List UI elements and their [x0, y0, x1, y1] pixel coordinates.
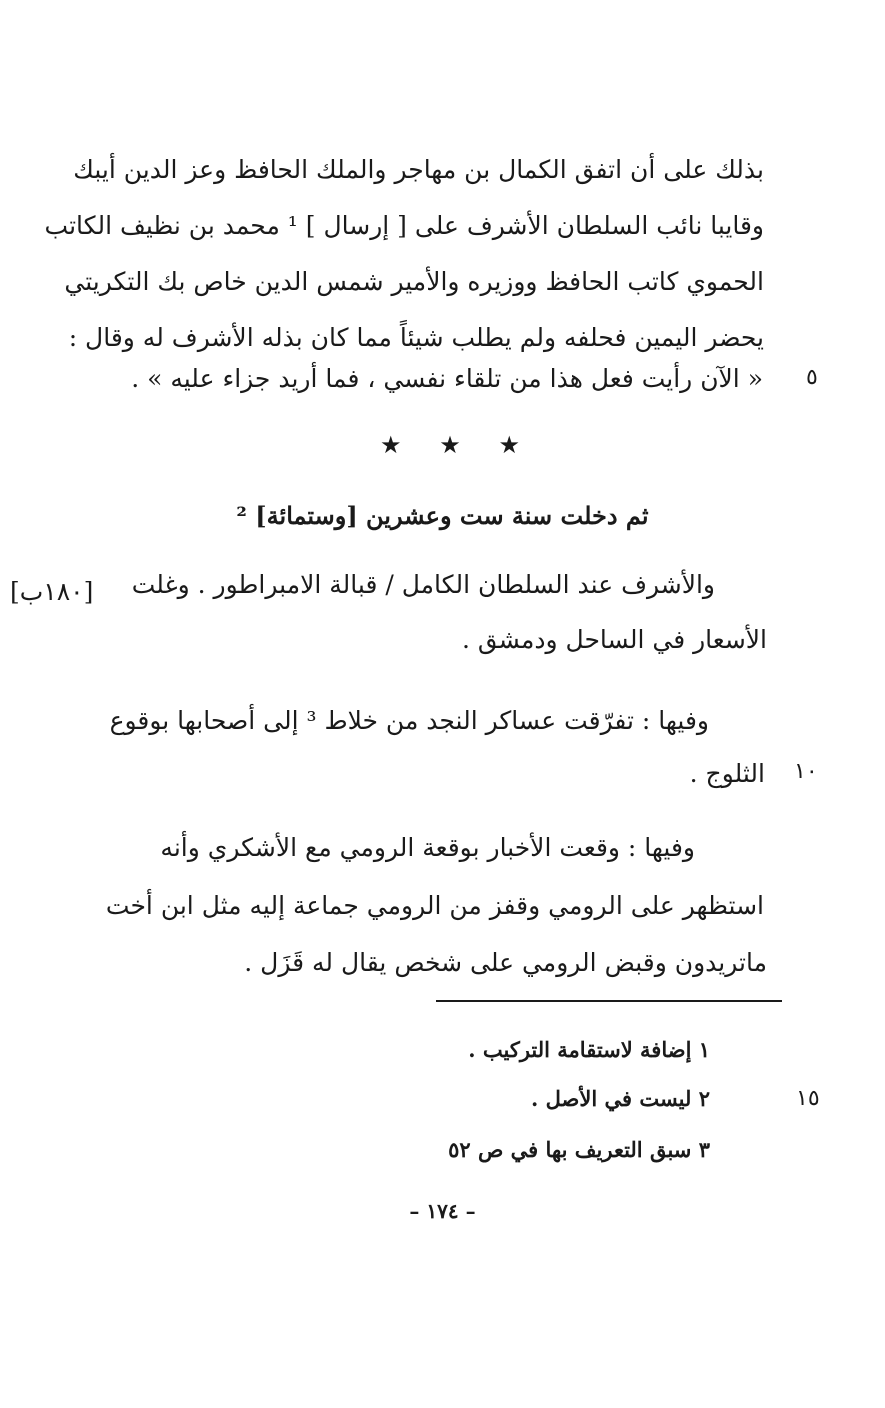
star-icon: ★: [380, 431, 402, 459]
footnote-1: ١ إضافة لاستقامة التركيب .: [468, 1037, 710, 1062]
text-line: « الآن رأيت فعل هذا من تلقاء نفسي ، فما أريد جزاء عليه » .: [131, 364, 763, 393]
footnote-2: ٢ ليست في الأصل .: [530, 1086, 710, 1111]
text-line: وفيها : تفرّقت عساكر النجد من خلاط ³ إلى أصحابها بوقوع: [109, 706, 709, 735]
page-number: – ١٧٤ –: [409, 1199, 476, 1223]
text-line: وفيها : وقعت الأخبار بوقعة الرومي مع الأشكري وأنه: [160, 833, 695, 862]
star-separator: [380, 430, 520, 460]
footnote-3: ٣ سبق التعريف بها في ص ٥٢: [448, 1137, 710, 1162]
section-heading: ثم دخلت سنة ست وعشرين [وستمائة] ²: [236, 501, 649, 530]
line-marker-15: ١٥: [796, 1086, 820, 1111]
text-line: الحموي كاتب الحافظ ووزيره والأمير شمس الدين خاص بك التكريتي: [64, 267, 764, 296]
folio-marker: [١٨٠ب]: [10, 577, 94, 606]
text-line: استظهر على الرومي وقفز من الرومي جماعة إليه مثل ابن أخت: [105, 891, 764, 920]
footnote-rule: [436, 1000, 782, 1002]
star-icon: ★: [498, 431, 520, 459]
line-marker-10: ١٠: [794, 759, 818, 784]
text-line: الأسعار في الساحل ودمشق .: [461, 625, 767, 654]
text-line: وقايبا نائب السلطان الأشرف على [ إرسال ] ¹ محمد بن نظيف الكاتب: [44, 211, 764, 240]
line-marker-5: ٥: [806, 365, 818, 390]
text-line: يحضر اليمين فحلفه ولم يطلب شيئاً مما كان بذله الأشرف له وقال :: [68, 323, 764, 352]
text-line: بذلك على أن اتفق الكمال بن مهاجر والملك الحافظ وعز الدين أيبك: [73, 155, 764, 184]
text-line: ماتريدون وقبض الرومي على شخص يقال له قَزَل .: [244, 948, 767, 977]
star-icon: ★: [439, 431, 461, 459]
text-line: والأشرف عند السلطان الكامل / قبالة الامبراطور . وغلت: [131, 570, 715, 599]
text-line: الثلوج .: [689, 759, 765, 788]
